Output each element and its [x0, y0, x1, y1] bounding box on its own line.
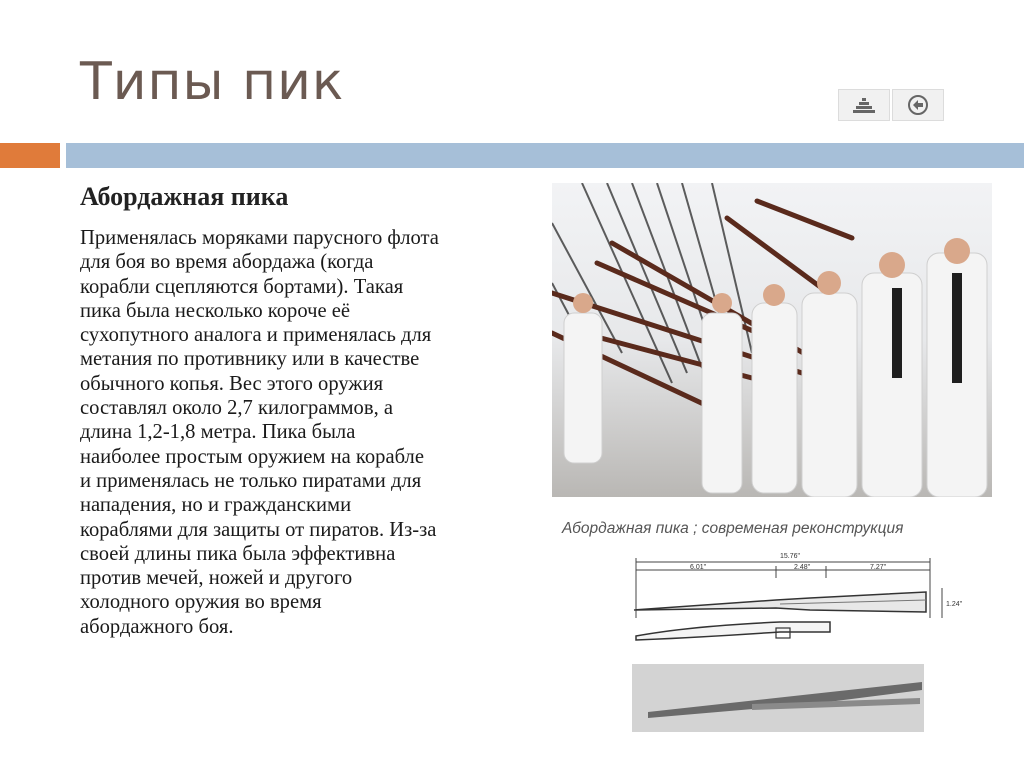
- back-arrow-icon: [907, 94, 929, 116]
- home-button[interactable]: [838, 89, 890, 121]
- body-paragraph: Применялась моряками парусного флота для боя во время абордажа (когда корабли сцепляются бортами). Такая пика была несколько короче её сухопутного аналога и применялась для метания по противнику или в качестве обычного копья. Вес этого оружия составлял около 2,7 килограммов, а длина 1,2-1,8 метра. Пика была наиболее простым оружием на корабле и применялась не только пиратами для нападения, но и гражданскими кораблями для защиты от пиратов. Из-за своей длины пика была эффективна против мечей, ножей и другого холодного оружия во время абордажного боя.: [80, 227, 439, 638]
- photo-caption: Абордажная пика ; современая реконструкция: [562, 520, 904, 537]
- dim-right: 7.27": [870, 564, 887, 571]
- photo-illustration: [552, 183, 992, 497]
- home-pyramid-icon: [853, 96, 875, 114]
- accent-band-blue: [66, 143, 1024, 168]
- section-heading: Абордажная пика: [80, 182, 289, 211]
- dim-total: 15.76": [780, 553, 801, 560]
- back-button[interactable]: [892, 89, 944, 121]
- dim-height: 1.24": [946, 601, 963, 608]
- accent-band-orange: [0, 143, 60, 168]
- slide-nav: [838, 89, 944, 121]
- sailors-pikes-photo: [552, 183, 992, 497]
- boarding-pike-drawing: [630, 548, 976, 656]
- dim-mid: 2.48": [794, 564, 811, 571]
- slide-title: Типы пик: [80, 52, 345, 112]
- dim-left: 6.01": [690, 564, 707, 571]
- antique-pike-head-photo: [632, 664, 924, 732]
